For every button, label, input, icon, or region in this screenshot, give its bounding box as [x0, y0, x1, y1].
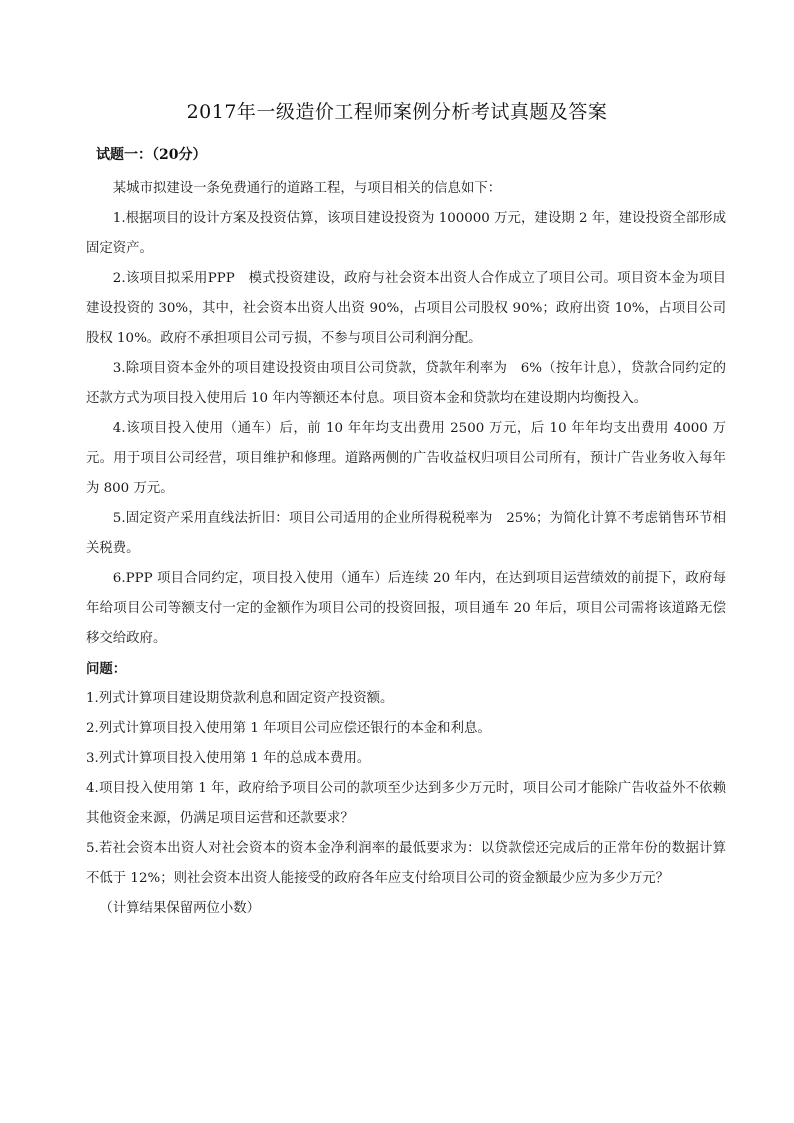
info-item-3: 3.除项目资本金外的项目建设投资由项目公司贷款，贷款年利率为 6%（按年计息），贷款合同约定的还款方式为项目投入使用后 10 年内等额还本付息。项目资本金和贷款均在建设期内均衡投入。: [86, 361, 726, 406]
calculation-note: （计算结果保留两位小数）: [99, 901, 261, 916]
info-item-6: 6.PPP 项目合同约定，项目投入使用（通车）后连续 20 年内，在达到项目运营绩效的前提下，政府每年给项目公司等额支付一定的金额作为项目公司的投资回报，项目通车 20 年后，项目公司需将该道路无偿移交给政府。: [86, 571, 726, 646]
question-heading: 试题一：（20分）: [96, 147, 207, 163]
document-body: [86, 174, 726, 924]
question-item-4: 4.项目投入使用第 1 年，政府给予项目公司的款项至少达到多少万元时，项目公司才能除广告收益外不依赖其他资金来源，仍满足项目运营和还款要求？: [86, 781, 726, 826]
document-title: 2017年一级造价工程师案例分析考试真题及答案: [186, 101, 608, 123]
question-item-2: 2.列式计算项目投入使用第 1 年项目公司应偿还银行的本金和利息。: [86, 721, 491, 736]
questions-heading: 问题：: [86, 661, 127, 677]
info-item-1: 1.根据项目的设计方案及投资估算，该项目建设投资为 100000 万元，建设期 2 年，建设投资全部形成固定资产。: [86, 211, 726, 256]
question-item-1: 1.列式计算项目建设期贷款利息和固定资产投资额。: [86, 691, 394, 706]
question-item-3: 3.列式计算项目投入使用第 1 年的总成本费用。: [86, 751, 371, 766]
question-item-5: 5.若社会资本出资人对社会资本的资本金净利润率的最低要求为：以贷款偿还完成后的正常年份的数据计算不低于 12%；则社会资本出资人能接受的政府各年应支付给项目公司的资金额最少应为多少万元？: [86, 841, 726, 886]
intro-paragraph: 某城市拟建设一条免费通行的道路工程，与项目相关的信息如下：: [112, 181, 502, 196]
info-item-2: 2.该项目拟采用PPP 模式投资建设，政府与社会资本出资人合作成立了项目公司。项目资本金为项目建设投资的 30%，其中，社会资本出资人出资 90%，占项目公司股权 90%；政府出资 10%，占项目公司股权 10%。政府不承担项目公司亏损，不参与项目公司利润分配。: [86, 271, 726, 346]
info-item-5: 5.固定资产采用直线法折旧：项目公司适用的企业所得税税率为 25%；为简化计算不考虑销售环节相关税费。: [86, 511, 726, 556]
info-item-4: 4.该项目投入使用（通车）后，前 10 年年均支出费用 2500 万元，后 10 年年均支出费用 4000 万元。用于项目公司经营，项目维护和修理。道路两侧的广告收益权归项目公司所有，预计广告业务收入每年为 800 万元。: [86, 421, 726, 496]
